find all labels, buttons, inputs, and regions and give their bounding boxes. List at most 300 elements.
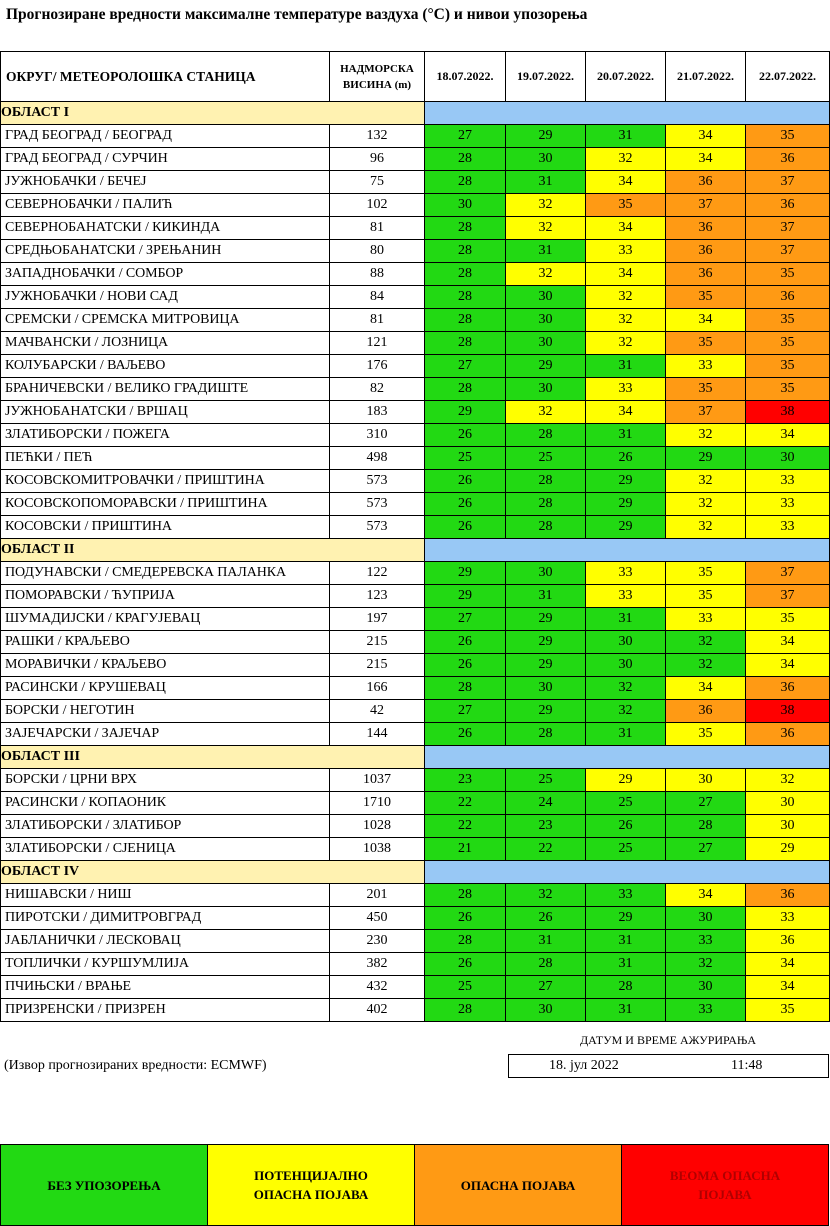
station-name: БРАНИЧЕВСКИ / ВЕЛИКО ГРАДИШТЕ [1, 378, 330, 401]
temperature-cell: 28 [425, 884, 506, 907]
region-bar [425, 861, 830, 884]
region-row [1, 539, 830, 562]
temperature-cell: 25 [506, 447, 586, 470]
temperature-cell: 26 [586, 447, 666, 470]
region-name: ОБЛАСТ III [1, 746, 425, 769]
table-row [1, 309, 830, 332]
source-note: (Извор прогнозираних вредности: ECMWF) [4, 1058, 267, 1073]
temperature-cell: 29 [425, 585, 506, 608]
temperature-cell: 32 [506, 194, 586, 217]
station-altitude: 81 [330, 217, 425, 240]
temperature-cell: 32 [666, 631, 746, 654]
station-altitude: 230 [330, 930, 425, 953]
temperature-cell: 29 [586, 470, 666, 493]
station-altitude: 176 [330, 355, 425, 378]
temperature-cell: 31 [586, 125, 666, 148]
temperature-cell: 29 [586, 907, 666, 930]
table-row [1, 608, 830, 631]
table-row [1, 401, 830, 424]
temperature-cell: 35 [746, 332, 830, 355]
update-label: ДАТУМ И ВРЕМЕ АЖУРИРАЊА [580, 1033, 756, 1047]
station-name: ПРИЗРЕНСКИ / ПРИЗРЕН [1, 999, 330, 1022]
table-row [1, 148, 830, 171]
temperature-cell: 27 [425, 125, 506, 148]
temperature-cell: 36 [666, 171, 746, 194]
table-row [1, 815, 830, 838]
temperature-cell: 37 [746, 562, 830, 585]
temperature-cell: 29 [586, 516, 666, 539]
temperature-cell: 35 [666, 585, 746, 608]
temperature-cell: 26 [425, 631, 506, 654]
station-altitude: 80 [330, 240, 425, 263]
temperature-cell: 28 [425, 286, 506, 309]
table-row [1, 470, 830, 493]
temperature-cell: 27 [425, 608, 506, 631]
temperature-cell: 23 [425, 769, 506, 792]
table-row [1, 999, 830, 1022]
station-altitude: 132 [330, 125, 425, 148]
temperature-cell: 34 [746, 976, 830, 999]
temperature-cell: 29 [666, 447, 746, 470]
temperature-cell: 26 [425, 654, 506, 677]
temperature-cell: 35 [746, 378, 830, 401]
region-row [1, 861, 830, 884]
temperature-cell: 28 [425, 332, 506, 355]
temperature-cell: 29 [506, 608, 586, 631]
temperature-cell: 33 [586, 884, 666, 907]
table-row [1, 631, 830, 654]
temperature-cell: 22 [425, 792, 506, 815]
table-row [1, 976, 830, 999]
region-name: ОБЛАСТ I [1, 102, 425, 125]
temperature-cell: 29 [586, 493, 666, 516]
station-name: ЈУЖНОБАЧКИ / БЕЧЕЈ [1, 171, 330, 194]
temperature-cell: 28 [506, 493, 586, 516]
temperature-cell: 32 [506, 401, 586, 424]
temperature-cell: 32 [506, 217, 586, 240]
table-row [1, 447, 830, 470]
temperature-cell: 28 [425, 930, 506, 953]
temperature-cell: 29 [506, 654, 586, 677]
temperature-cell: 29 [586, 769, 666, 792]
temperature-cell: 28 [425, 309, 506, 332]
header-station: ОКРУГ/ МЕТЕОРОЛОШКА СТАНИЦА [1, 52, 330, 102]
temperature-cell: 34 [746, 424, 830, 447]
station-altitude: 102 [330, 194, 425, 217]
table-row [1, 194, 830, 217]
station-name: НИШАВСКИ / НИШ [1, 884, 330, 907]
table-row [1, 286, 830, 309]
temperature-cell: 36 [746, 884, 830, 907]
temperature-cell: 34 [586, 217, 666, 240]
temperature-cell: 31 [586, 608, 666, 631]
station-altitude: 144 [330, 723, 425, 746]
update-date: 18. јул 2022 [549, 1058, 619, 1073]
temperature-cell: 33 [586, 585, 666, 608]
temperature-cell: 35 [666, 332, 746, 355]
station-name: СРЕДЊОБАНАТСКИ / ЗРЕЊАНИН [1, 240, 330, 263]
station-name: ПЧИЊСКИ / ВРАЊЕ [1, 976, 330, 999]
temperature-cell: 30 [506, 677, 586, 700]
station-altitude: 402 [330, 999, 425, 1022]
temperature-cell: 32 [586, 286, 666, 309]
temperature-cell: 32 [586, 677, 666, 700]
legend-very-dangerous: ВЕОМА ОПАСНА ПОЈАВА [622, 1145, 828, 1225]
station-altitude: 382 [330, 953, 425, 976]
temperature-cell: 26 [425, 493, 506, 516]
region-bar [425, 102, 830, 125]
temperature-cell: 28 [425, 999, 506, 1022]
update-time: 11:48 [731, 1058, 763, 1073]
temperature-cell: 34 [666, 884, 746, 907]
temperature-cell: 31 [586, 953, 666, 976]
station-altitude: 1037 [330, 769, 425, 792]
station-altitude: 75 [330, 171, 425, 194]
header-altitude: НАДМОРСКА ВИСИНА (m) [330, 52, 425, 102]
temperature-cell: 35 [666, 562, 746, 585]
temperature-cell: 29 [506, 700, 586, 723]
temperature-cell: 29 [425, 401, 506, 424]
station-altitude: 573 [330, 516, 425, 539]
temperature-cell: 32 [666, 654, 746, 677]
station-name: ЗАПАДНОБАЧКИ / СОМБОР [1, 263, 330, 286]
temperature-cell: 26 [425, 953, 506, 976]
table-header-row [1, 52, 830, 102]
station-altitude: 96 [330, 148, 425, 171]
temperature-cell: 25 [506, 769, 586, 792]
station-name: ЈУЖНОБАЧКИ / НОВИ САД [1, 286, 330, 309]
table-row [1, 884, 830, 907]
station-name: ЗЛАТИБОРСКИ / ПОЖЕГА [1, 424, 330, 447]
table-body [1, 102, 830, 1022]
temperature-cell: 31 [506, 585, 586, 608]
station-name: СРЕМСКИ / СРЕМСКА МИТРОВИЦА [1, 309, 330, 332]
temperature-cell: 35 [746, 125, 830, 148]
station-altitude: 432 [330, 976, 425, 999]
temperature-cell: 35 [666, 378, 746, 401]
region-row [1, 746, 830, 769]
station-altitude: 450 [330, 907, 425, 930]
table-row [1, 355, 830, 378]
temperature-cell: 35 [746, 263, 830, 286]
temperature-cell: 33 [746, 907, 830, 930]
table-row [1, 516, 830, 539]
station-name: РАШКИ / КРАЉЕВО [1, 631, 330, 654]
station-name: ПОМОРАВСКИ / ЋУПРИЈА [1, 585, 330, 608]
temperature-cell: 28 [425, 171, 506, 194]
page-title: Прогнозиране вредности максималне температуре ваздуха (°C) и нивои упозорења [6, 6, 588, 23]
temperature-cell: 33 [666, 930, 746, 953]
temperature-cell: 26 [425, 470, 506, 493]
temperature-cell: 32 [586, 700, 666, 723]
temperature-cell: 35 [746, 309, 830, 332]
temperature-cell: 25 [425, 447, 506, 470]
temperature-cell: 27 [425, 700, 506, 723]
temperature-cell: 30 [666, 907, 746, 930]
station-name: БОРСКИ / НЕГОТИН [1, 700, 330, 723]
temperature-cell: 29 [425, 562, 506, 585]
table-row [1, 493, 830, 516]
temperature-cell: 32 [586, 332, 666, 355]
temperature-cell: 36 [746, 148, 830, 171]
temperature-cell: 26 [586, 815, 666, 838]
temperature-cell: 34 [586, 171, 666, 194]
temperature-cell: 29 [746, 838, 830, 861]
table-row [1, 930, 830, 953]
table-row [1, 792, 830, 815]
station-name: ПЕЋКИ / ПЕЋ [1, 447, 330, 470]
temperature-cell: 33 [586, 378, 666, 401]
temperature-cell: 32 [666, 470, 746, 493]
temperature-cell: 33 [746, 470, 830, 493]
temperature-cell: 37 [666, 194, 746, 217]
table-row [1, 838, 830, 861]
temperature-cell: 24 [506, 792, 586, 815]
temperature-cell: 34 [746, 654, 830, 677]
temperature-cell: 25 [586, 792, 666, 815]
table-row [1, 907, 830, 930]
station-altitude: 84 [330, 286, 425, 309]
station-altitude: 215 [330, 654, 425, 677]
temperature-cell: 32 [506, 263, 586, 286]
forecast-table [0, 51, 830, 1022]
temperature-cell: 28 [425, 677, 506, 700]
station-altitude: 1028 [330, 815, 425, 838]
temperature-cell: 30 [506, 332, 586, 355]
temperature-cell: 28 [506, 424, 586, 447]
temperature-cell: 34 [666, 309, 746, 332]
station-altitude: 122 [330, 562, 425, 585]
table-row [1, 424, 830, 447]
station-altitude: 82 [330, 378, 425, 401]
station-name: ЗЛАТИБОРСКИ / СЈЕНИЦА [1, 838, 330, 861]
station-altitude: 1710 [330, 792, 425, 815]
station-name: РАСИНСКИ / КРУШЕВАЦ [1, 677, 330, 700]
temperature-cell: 34 [666, 677, 746, 700]
station-altitude: 1038 [330, 838, 425, 861]
temperature-cell: 30 [506, 562, 586, 585]
station-name: СЕВЕРНОБАНАТСКИ / КИКИНДА [1, 217, 330, 240]
station-name: МОРАВИЧКИ / КРАЉЕВО [1, 654, 330, 677]
table-row [1, 263, 830, 286]
station-altitude: 197 [330, 608, 425, 631]
temperature-cell: 23 [506, 815, 586, 838]
station-name: СЕВЕРНОБАЧКИ / ПАЛИЋ [1, 194, 330, 217]
table-row [1, 217, 830, 240]
temperature-cell: 32 [666, 424, 746, 447]
temperature-cell: 34 [666, 148, 746, 171]
temperature-cell: 32 [746, 769, 830, 792]
header-date: 22.07.2022. [746, 52, 830, 102]
temperature-cell: 25 [425, 976, 506, 999]
temperature-cell: 32 [666, 493, 746, 516]
temperature-cell: 28 [666, 815, 746, 838]
temperature-cell: 36 [746, 930, 830, 953]
station-altitude: 573 [330, 470, 425, 493]
temperature-cell: 33 [746, 493, 830, 516]
temperature-cell: 26 [425, 907, 506, 930]
temperature-cell: 34 [586, 263, 666, 286]
temperature-cell: 31 [506, 171, 586, 194]
temperature-cell: 30 [586, 654, 666, 677]
station-name: ТОПЛИЧКИ / КУРШУМЛИЈА [1, 953, 330, 976]
station-name: КОЛУБАРСКИ / ВАЉЕВО [1, 355, 330, 378]
table-row [1, 585, 830, 608]
station-altitude: 183 [330, 401, 425, 424]
temperature-cell: 35 [666, 286, 746, 309]
temperature-cell: 28 [506, 723, 586, 746]
temperature-cell: 32 [666, 516, 746, 539]
temperature-cell: 37 [666, 401, 746, 424]
temperature-cell: 36 [666, 263, 746, 286]
station-altitude: 88 [330, 263, 425, 286]
table-row [1, 171, 830, 194]
table-row [1, 677, 830, 700]
temperature-cell: 33 [746, 516, 830, 539]
temperature-cell: 37 [746, 240, 830, 263]
station-name: РАСИНСКИ / КОПАОНИК [1, 792, 330, 815]
temperature-cell: 37 [746, 585, 830, 608]
temperature-cell: 32 [586, 148, 666, 171]
temperature-cell: 34 [746, 631, 830, 654]
station-altitude: 121 [330, 332, 425, 355]
temperature-cell: 31 [586, 999, 666, 1022]
station-name: КОСОВСКОПОМОРАВСКИ / ПРИШТИНА [1, 493, 330, 516]
temperature-cell: 36 [746, 286, 830, 309]
temperature-cell: 28 [506, 516, 586, 539]
station-altitude: 215 [330, 631, 425, 654]
station-altitude: 81 [330, 309, 425, 332]
temperature-cell: 26 [425, 516, 506, 539]
temperature-cell: 31 [586, 930, 666, 953]
station-name: ПОДУНАВСКИ / СМЕДЕРЕВСКА ПАЛАНКА [1, 562, 330, 585]
temperature-cell: 30 [586, 631, 666, 654]
station-name: КОСОВСКОМИТРОВАЧКИ / ПРИШТИНА [1, 470, 330, 493]
temperature-cell: 27 [666, 838, 746, 861]
temperature-cell: 29 [506, 355, 586, 378]
temperature-cell: 33 [586, 240, 666, 263]
table-row [1, 240, 830, 263]
region-bar [425, 539, 830, 562]
temperature-cell: 30 [746, 447, 830, 470]
table-row [1, 562, 830, 585]
temperature-cell: 38 [746, 700, 830, 723]
station-name: КОСОВСКИ / ПРИШТИНА [1, 516, 330, 539]
temperature-cell: 36 [666, 217, 746, 240]
table-row [1, 654, 830, 677]
station-name: ЗАЈЕЧАРСКИ / ЗАЈЕЧАР [1, 723, 330, 746]
temperature-cell: 30 [506, 309, 586, 332]
temperature-cell: 32 [666, 953, 746, 976]
temperature-cell: 36 [746, 194, 830, 217]
temperature-cell: 31 [506, 930, 586, 953]
temperature-cell: 35 [666, 723, 746, 746]
temperature-cell: 30 [506, 378, 586, 401]
temperature-cell: 30 [506, 148, 586, 171]
station-altitude: 310 [330, 424, 425, 447]
temperature-cell: 33 [586, 562, 666, 585]
header-date: 20.07.2022. [586, 52, 666, 102]
station-altitude: 498 [330, 447, 425, 470]
temperature-cell: 28 [506, 470, 586, 493]
temperature-cell: 30 [666, 769, 746, 792]
station-name: ПИРОТСКИ / ДИМИТРОВГРАД [1, 907, 330, 930]
station-name: МАЧВАНСКИ / ЛОЗНИЦА [1, 332, 330, 355]
header-date: 18.07.2022. [425, 52, 506, 102]
temperature-cell: 36 [746, 723, 830, 746]
temperature-cell: 28 [425, 263, 506, 286]
station-altitude: 573 [330, 493, 425, 516]
table-row [1, 769, 830, 792]
table-row [1, 953, 830, 976]
temperature-cell: 38 [746, 401, 830, 424]
region-name: ОБЛАСТ IV [1, 861, 425, 884]
temperature-cell: 31 [586, 424, 666, 447]
temperature-cell: 33 [666, 999, 746, 1022]
temperature-cell: 36 [666, 240, 746, 263]
header-date: 21.07.2022. [666, 52, 746, 102]
temperature-cell: 30 [746, 815, 830, 838]
temperature-cell: 33 [666, 608, 746, 631]
temperature-cell: 22 [425, 815, 506, 838]
station-name: ГРАД БЕОГРАД / БЕОГРАД [1, 125, 330, 148]
temperature-cell: 26 [425, 723, 506, 746]
station-altitude: 42 [330, 700, 425, 723]
temperature-cell: 26 [425, 424, 506, 447]
temperature-cell: 28 [425, 217, 506, 240]
legend-dangerous: ОПАСНА ПОЈАВА [415, 1145, 622, 1225]
temperature-cell: 28 [586, 976, 666, 999]
table-row [1, 332, 830, 355]
temperature-cell: 30 [506, 286, 586, 309]
temperature-cell: 22 [506, 838, 586, 861]
station-name: БОРСКИ / ЦРНИ ВРХ [1, 769, 330, 792]
temperature-cell: 35 [586, 194, 666, 217]
temperature-cell: 27 [506, 976, 586, 999]
temperature-cell: 34 [586, 401, 666, 424]
table-row [1, 378, 830, 401]
temperature-cell: 32 [506, 884, 586, 907]
station-name: ЈАБЛАНИЧКИ / ЛЕСКОВАЦ [1, 930, 330, 953]
temperature-cell: 25 [586, 838, 666, 861]
header-date: 19.07.2022. [506, 52, 586, 102]
temperature-cell: 35 [746, 999, 830, 1022]
temperature-cell: 34 [666, 125, 746, 148]
temperature-cell: 32 [586, 309, 666, 332]
legend [0, 1144, 829, 1226]
station-name: ГРАД БЕОГРАД / СУРЧИН [1, 148, 330, 171]
temperature-cell: 30 [666, 976, 746, 999]
temperature-cell: 29 [506, 631, 586, 654]
temperature-cell: 28 [506, 953, 586, 976]
station-name: ЗЛАТИБОРСКИ / ЗЛАТИБОР [1, 815, 330, 838]
update-box [508, 1054, 829, 1078]
temperature-cell: 30 [746, 792, 830, 815]
table-row [1, 723, 830, 746]
temperature-cell: 31 [586, 723, 666, 746]
temperature-cell: 28 [425, 378, 506, 401]
temperature-cell: 31 [506, 240, 586, 263]
station-altitude: 166 [330, 677, 425, 700]
temperature-cell: 35 [746, 355, 830, 378]
temperature-cell: 21 [425, 838, 506, 861]
region-name: ОБЛАСТ II [1, 539, 425, 562]
station-altitude: 123 [330, 585, 425, 608]
temperature-cell: 30 [506, 999, 586, 1022]
legend-no-warning: БЕЗ УПОЗОРЕЊА [1, 1145, 208, 1225]
temperature-cell: 30 [425, 194, 506, 217]
temperature-cell: 31 [586, 355, 666, 378]
